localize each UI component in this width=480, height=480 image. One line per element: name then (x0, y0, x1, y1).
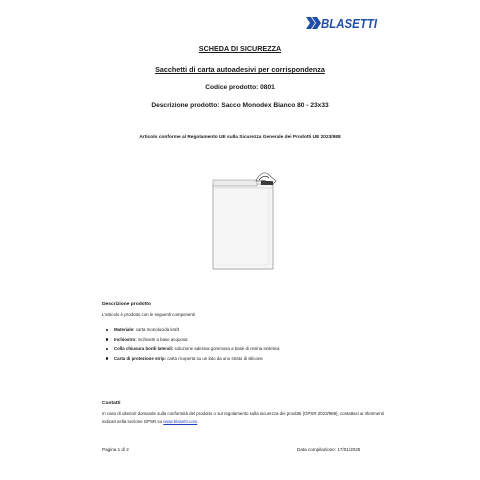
compilation-date: Data compilazione: 17/01/2025 (297, 447, 361, 452)
component-label: Carta di protezione strip: (114, 355, 166, 361)
description-heading: Descrizione prodotto (102, 302, 151, 307)
bullet-icon (106, 357, 108, 359)
list-item (104, 344, 279, 354)
svg-text:BLASETTI: BLASETTI (321, 17, 378, 31)
website-link[interactable]: www.blasetti.com (163, 418, 198, 424)
description-intro: L’articolo è prodotto con le seguenti componenti (102, 312, 195, 317)
regulation-statement: Articolo conforme al Regolamento UE sulla Sicurezza Generale dei Prodotti UE 2023/988 (139, 135, 341, 140)
document-title: SCHEDA DI SICUREZZA (198, 44, 282, 53)
bullet-icon (106, 338, 108, 340)
component-text: carta ricoperta su un lato da uno strato di silicone (167, 355, 263, 361)
product-code: Codice prodotto: 0801 (205, 84, 275, 91)
component-label: Materiale: (114, 327, 135, 332)
product-description-line: Descrizione prodotto: Sacco Monodex Bianco 80 - 23x33 (151, 102, 329, 109)
component-label: Inchiostro: (114, 336, 137, 342)
bullet-icon (106, 329, 108, 331)
components-list (104, 325, 279, 363)
component-text: soluzione adesiva gommosa a base di resina sintetica (174, 346, 280, 352)
list-item (104, 354, 279, 364)
bullet-icon (106, 348, 108, 350)
component-text: carta monolucida kraft (135, 327, 179, 332)
contacts-text (102, 410, 384, 425)
contacts-body: In caso di ulteriori domande sulla conformità del prodotto o sul regolamento sulla sicurezza dei prodotti (GPSR 2023/988), contattaci ai riferimenti indicati nella sezione GPSR su (102, 411, 384, 424)
document-subtitle: Sacchetti di carta autoadesivi per corrispondenza (155, 65, 325, 74)
contacts-end: . (197, 418, 199, 424)
component-label: Colla chiusura bordi laterali: (114, 346, 174, 352)
list-item (104, 335, 279, 345)
list-item (104, 325, 279, 335)
blasetti-logo (306, 15, 378, 31)
contacts-heading: Contatti (102, 401, 121, 406)
component-text: inchiostri a base acquosa (137, 336, 188, 342)
envelope-image (212, 168, 278, 270)
page-number: Pagina 1 di 2 (102, 447, 129, 452)
